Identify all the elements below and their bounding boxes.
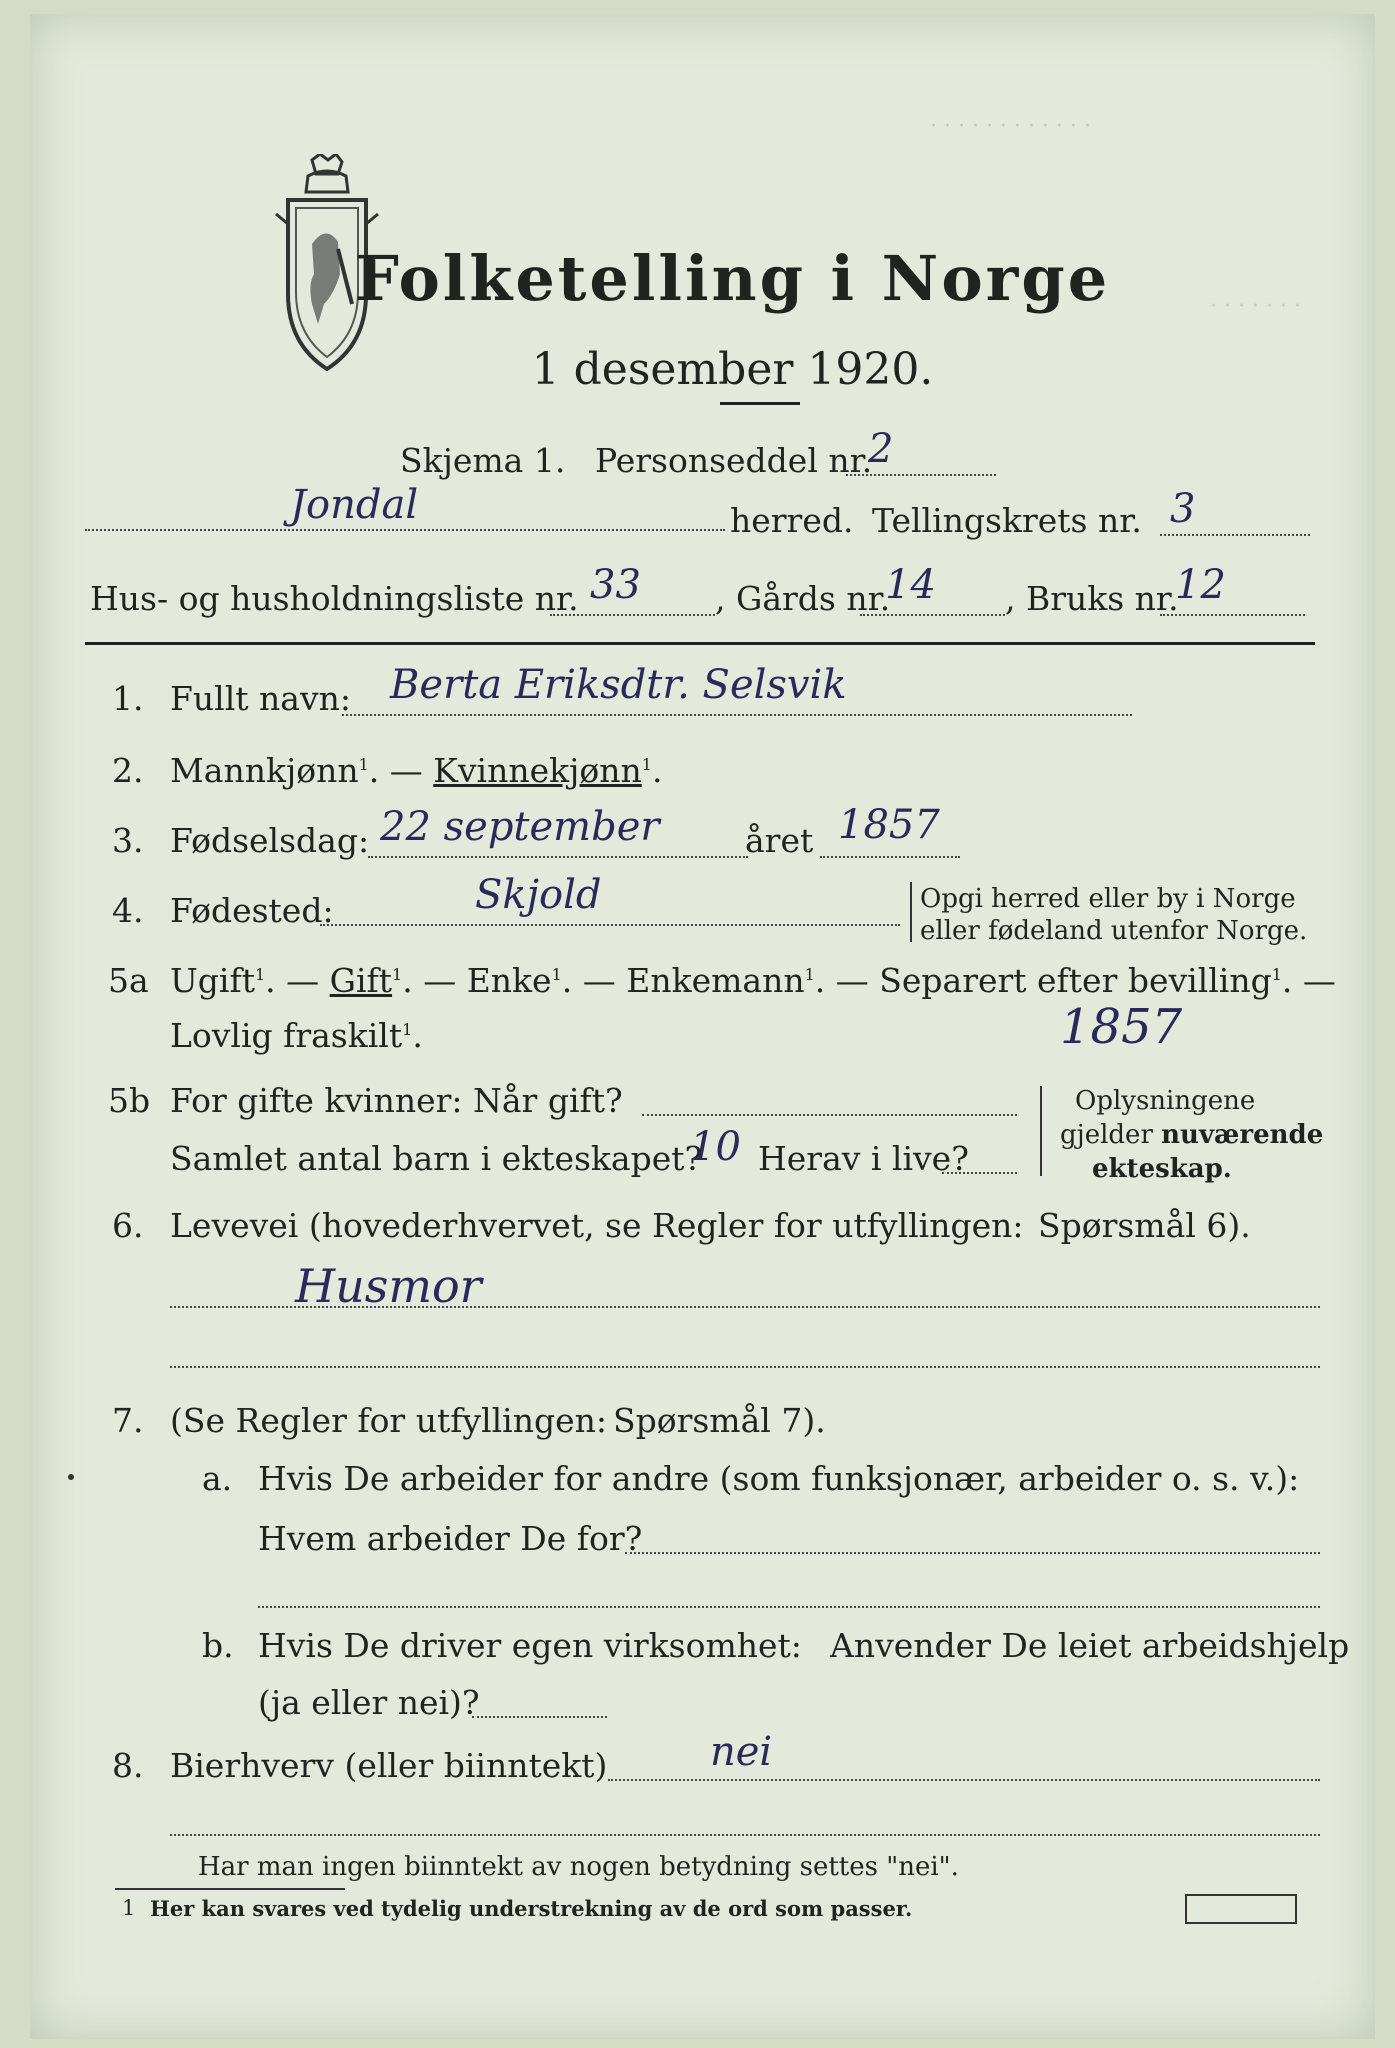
q8-line-2 xyxy=(170,1834,1320,1836)
q5b-gift-line xyxy=(642,1114,1017,1116)
q5a-option-ugift[interactable]: Ugift xyxy=(170,961,255,1000)
q6-line-1 xyxy=(170,1306,1320,1308)
hus-label: Hus- og husholdningsliste nr. xyxy=(90,579,579,618)
hus-value[interactable]: 33 xyxy=(590,562,641,608)
q5b-label: For gifte kvinner: Når gift? xyxy=(170,1081,623,1120)
q5a-option-fraskilt[interactable]: Lovlig fraskilt xyxy=(170,1016,403,1055)
q5b-number: 5b xyxy=(108,1081,151,1120)
q5b-note-3: ekteskap. xyxy=(1092,1154,1232,1184)
q1-line xyxy=(342,714,1132,716)
q7a-text: Hvis De arbeider for andre (som funksjonær, arbeider o. s. v.): xyxy=(258,1459,1300,1498)
q5a-fraskilt-line: Lovlig fraskilt$^1$. xyxy=(170,1016,423,1055)
skjema-label: Skjema 1. xyxy=(400,441,566,480)
q3-year-value[interactable]: 1857 xyxy=(838,802,940,848)
personseddel-line xyxy=(846,474,996,476)
personseddel-value[interactable]: 2 xyxy=(868,426,894,472)
q3-year-line xyxy=(820,856,960,858)
q5b-live-label: Herav i live? xyxy=(758,1139,969,1178)
q5b-note-1: Oplysningene xyxy=(1075,1086,1256,1116)
q2-number: 2. xyxy=(112,751,144,790)
q6-label: Levevei (hovederhvervet, se Regler for utfyllingen: xyxy=(170,1206,1024,1245)
bruks-label: , Bruks nr. xyxy=(1005,579,1179,618)
footnote-mark: 1 xyxy=(122,1896,136,1920)
q4-value[interactable]: Skjold xyxy=(475,872,602,918)
footer-note: Har man ingen biinntekt av nogen betydning settes "nei". xyxy=(198,1852,959,1882)
q2-option-male[interactable]: Mannkjønn xyxy=(170,751,359,790)
herred-value[interactable]: Jondal xyxy=(290,482,419,528)
q7-number: 7. xyxy=(112,1401,144,1440)
q5b-barn-label: Samlet antal barn i ekteskapet? xyxy=(170,1139,703,1178)
q5a-margin-note: 1857 xyxy=(1060,999,1183,1055)
tellingskrets-line xyxy=(1160,534,1310,536)
q5b-note-2: gjelder nuværende xyxy=(1060,1120,1324,1150)
q3-number: 3. xyxy=(112,821,144,860)
q7a-line-2 xyxy=(258,1606,1320,1608)
herred-line xyxy=(85,529,725,531)
q8-line xyxy=(608,1779,1320,1781)
q2-options: Mannkjønn$^1$. — Kvinnekjønn$^1$. xyxy=(170,751,663,790)
q5a-option-enkemann[interactable]: Enkemann xyxy=(626,961,805,1000)
q8-label: Bierhverv (eller biinntekt) xyxy=(170,1746,608,1785)
gards-line xyxy=(860,614,1005,616)
title-divider xyxy=(720,402,800,405)
q5a-number: 5a xyxy=(108,961,149,1000)
form-subtitle: 1 desember 1920. xyxy=(531,344,934,395)
q4-note-2: eller fødeland utenfor Norge. xyxy=(920,916,1308,946)
hus-line xyxy=(550,614,715,616)
q1-value[interactable]: Berta Eriksdtr. Selsvik xyxy=(390,662,847,708)
q7a-letter: a. xyxy=(202,1459,233,1498)
printer-stamp xyxy=(1185,1894,1297,1924)
q1-number: 1. xyxy=(112,679,144,718)
q4-line xyxy=(320,924,900,926)
q5a-option-gift[interactable]: Gift xyxy=(329,961,393,1000)
header-divider xyxy=(85,642,1315,645)
q7b-line xyxy=(472,1716,607,1718)
bleed-through-text: · · · · · · · · · · · · xyxy=(930,114,1091,139)
census-form-page xyxy=(30,14,1375,2039)
tellingskrets-label: Tellingskrets nr. xyxy=(872,501,1142,540)
q3-value[interactable]: 22 september xyxy=(380,804,660,850)
q5a-option-enke[interactable]: Enke xyxy=(466,961,552,1000)
footnote-text: Her kan svares ved tydelig understrekning av de ord som passer. xyxy=(150,1896,913,1921)
footnote-divider xyxy=(115,1888,345,1890)
q7-label: (Se Regler for utfyllingen: xyxy=(170,1401,608,1440)
form-title: Folketelling i Norge xyxy=(354,242,1111,315)
q5b-brace xyxy=(1040,1086,1052,1176)
q6-ref: Spørsmål 6). xyxy=(1038,1206,1251,1245)
q5a-options: Ugift$^1$. — Gift$^1$. — Enke$^1$. — Enkemann$^1$. — Separert efter bevilling$^1$. — xyxy=(170,961,1336,1000)
q6-value[interactable]: Husmor xyxy=(295,1259,482,1313)
q7a-who: Hvem arbeider De for? xyxy=(258,1519,643,1558)
q7-ref: Spørsmål 7). xyxy=(613,1401,826,1440)
personseddel-label: Personseddel nr. xyxy=(595,441,873,480)
q8-value[interactable]: nei xyxy=(710,1729,773,1775)
margin-mark xyxy=(68,1474,74,1480)
herred-label: herred. xyxy=(730,501,854,540)
gards-label: , Gårds nr. xyxy=(715,579,891,618)
q7b-letter: b. xyxy=(202,1626,234,1665)
q1-label: Fullt navn: xyxy=(170,679,351,718)
q3-year-label: året xyxy=(745,821,814,860)
q6-number: 6. xyxy=(112,1206,144,1245)
q5b-live-line xyxy=(942,1172,1017,1174)
q4-label: Fødested: xyxy=(170,891,334,930)
q6-line-2 xyxy=(170,1366,1320,1368)
bleed-through-text: · · · · · · · xyxy=(1210,294,1301,319)
q7b-text: Hvis De driver egen virksomhet: xyxy=(258,1626,802,1665)
q3-line xyxy=(368,856,748,858)
bruks-line xyxy=(1160,614,1305,616)
gards-value[interactable]: 14 xyxy=(885,562,936,608)
q4-note-1: Opgi herred eller by i Norge xyxy=(920,884,1296,914)
q2-option-female[interactable]: Kvinnekjønn xyxy=(433,751,642,790)
tellingskrets-value[interactable]: 3 xyxy=(1170,486,1196,532)
q7b-text-2: Anvender De leiet arbeidshjelp xyxy=(830,1626,1350,1665)
q4-number: 4. xyxy=(112,891,144,930)
q8-number: 8. xyxy=(112,1746,144,1785)
q7a-line-1 xyxy=(625,1552,1320,1554)
q5a-option-separert[interactable]: Separert efter bevilling xyxy=(879,961,1272,1000)
q7b-ja-nei: (ja eller nei)? xyxy=(258,1683,480,1722)
bruks-value[interactable]: 12 xyxy=(1175,562,1226,608)
q3-label: Fødselsdag: xyxy=(170,821,370,860)
q5b-barn-value[interactable]: 10 xyxy=(690,1124,741,1170)
